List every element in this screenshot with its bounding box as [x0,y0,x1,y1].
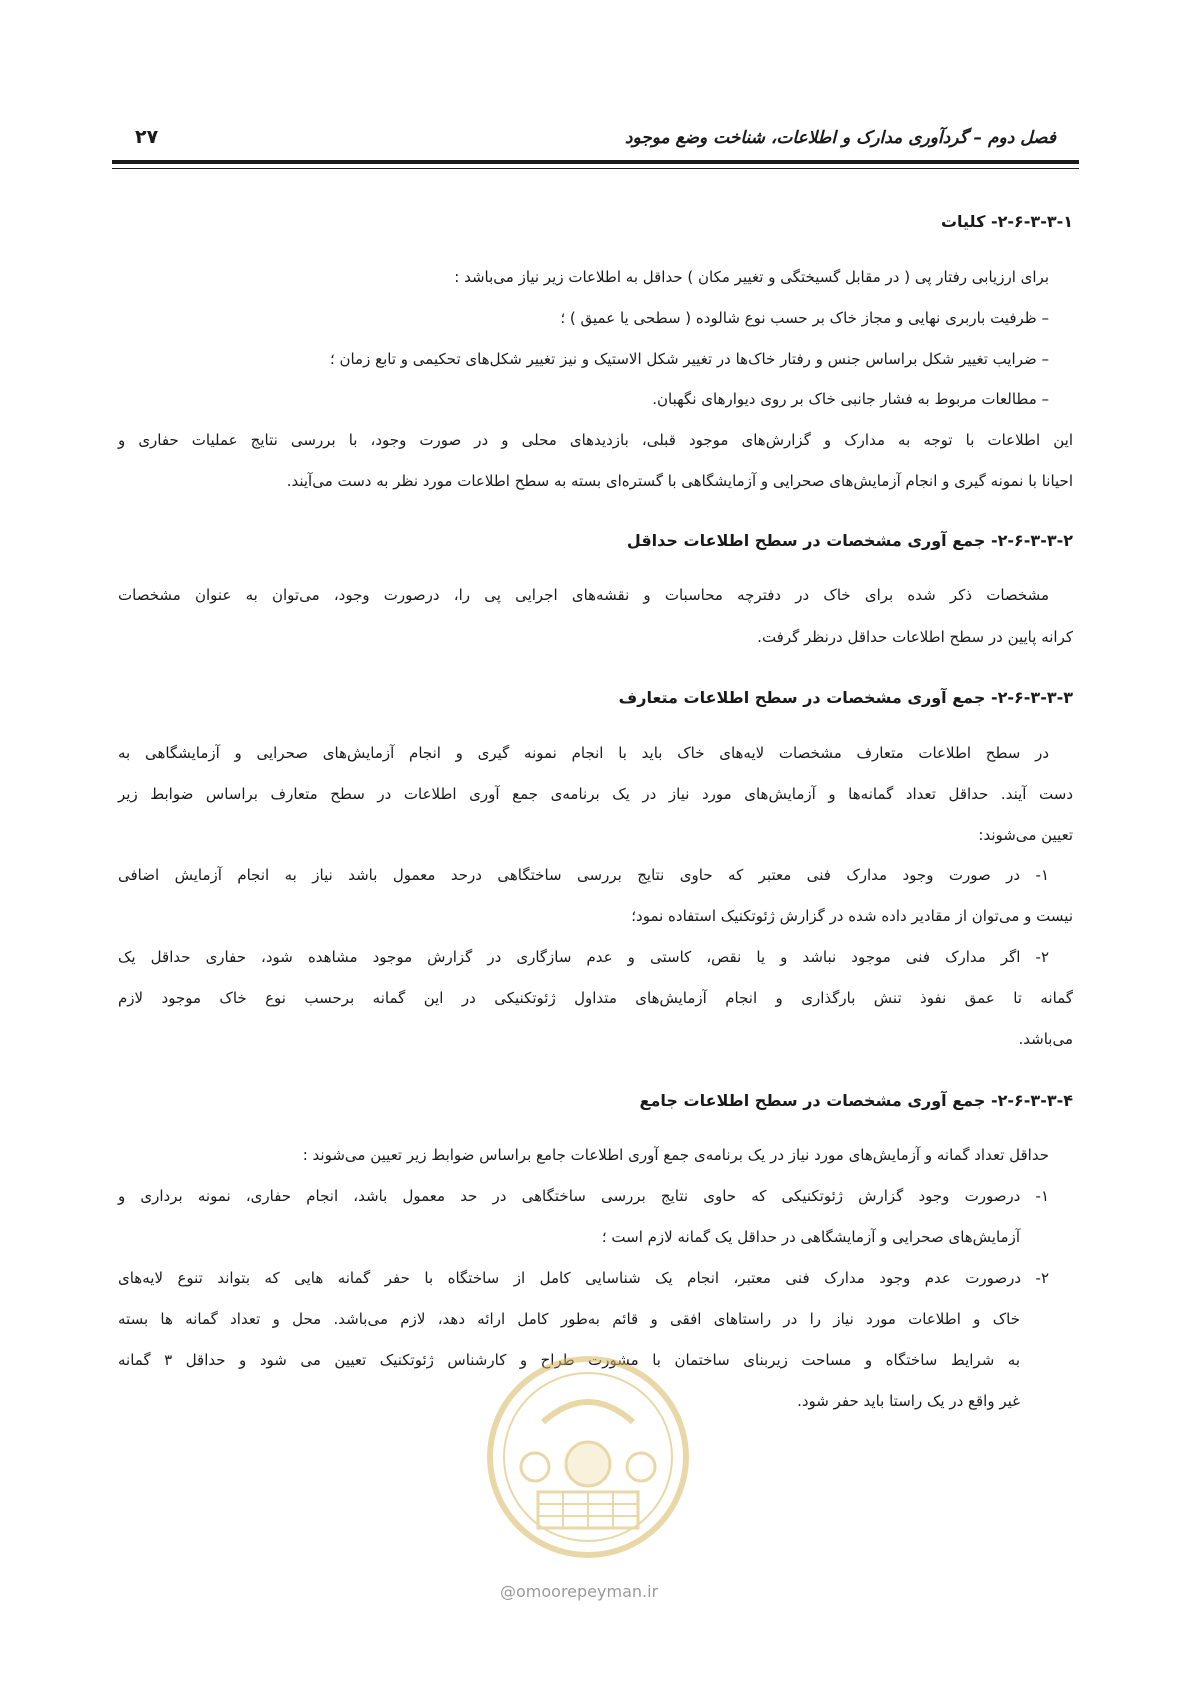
paragraph-line: احیانا با نمونه گیری و انجام آزمایش‌های صحرایی و آزمایشگاهی با گستره‌ای بسته به سطح اطلاعات مورد نظر به دست می‌آیند. [286,472,1073,490]
list-item: ۱- در صورت وجود مدارک فنی معتبر که حاوی نتایج بررسی ساختگاهی درحد معمول باشد نیاز به انجام آزمایش اضافی [118,866,1049,884]
paragraph-line: کرانه پایین در سطح اطلاعات حداقل درنظر گرفت. [757,628,1073,646]
bullet-item: – ظرفیت باربری نهایی و مجاز خاک بر حسب نوع شالوده ( سطحی یا عمیق ) ؛ [560,309,1049,327]
section-heading-minimum: ۲-۶-۳-۳-۲- جمع آوری مشخصات در سطح اطلاعات حداقل [626,531,1073,550]
bullet-item: – ضرایب تغییر شکل براساس جنس و رفتار خاک‌ها در تغییر شکل الاستیک و نیز تغییر شکل‌های تحکیمی و تابع زمان ؛ [329,350,1049,368]
list-item: نیست و می‌توان از مقادیر داده شده در گزارش ژئوتکنیک استفاده نمود؛ [631,907,1073,925]
chapter-title: فصل دوم – گردآوری مدارک و اطلاعات، شناخت وضع موجود [624,128,1056,148]
section-heading-standard: ۲-۶-۳-۳-۳- جمع آوری مشخصات در سطح اطلاعات متعارف [618,688,1073,707]
list-item: خاک و اطلاعات مورد نیاز را در راستاهای افقی و قائم به‌طور کامل ارائه دهد، لازم می‌باشد. محل و تعداد گمانه ها بسته [118,1310,1020,1328]
header-rule-thin [112,168,1079,169]
list-item: ۲- درصورت عدم وجود مدارک فنی معتبر، انجام یک شناسایی کامل از ساختگاه با حفر گمانه هایی که بتواند تنوع لایه‌های [118,1269,1049,1287]
list-item: ۱- درصورت وجود گزارش ژئوتکنیکی که حاوی نتایج بررسی ساختگاهی در حد معمول باشد، انجام حفاری، نمونه برداری و [118,1187,1049,1205]
list-item: می‌باشد. [1018,1030,1073,1048]
watermark-site: @omoorepeyman.ir [500,1582,659,1601]
paragraph-line: در سطح اطلاعات متعارف مشخصات لایه‌های خاک باید با انجام نمونه گیری و انجام آزمایش‌های صحرایی و آزمایشگاهی به [118,744,1049,762]
paragraph-line: تعیین می‌شوند: [978,826,1073,844]
list-item: ۲- اگر مدارک فنی موجود نباشد و یا نقص، کاستی و عدم سازگاری در گزارش موجود مشاهده شود، حفاری حداقل یک [118,948,1049,966]
section-heading-general: ۲-۶-۳-۳-۱- کلیات [940,212,1073,231]
paragraph-line: مشخصات ذکر شده برای خاک در دفترچه محاسبات و نقشه‌های اجرایی پی را، درصورت وجود، می‌توان به عنوان مشخصات [118,586,1049,604]
paragraph-line: این اطلاعات با توجه به مدارک و گزارش‌های موجود قبلی، بازدیدهای محلی و در صورت وجود، با بررسی نتایج عملیات حفاری و [118,431,1073,449]
list-item: به شرایط ساختگاه و مساحت زیربنای ساختمان با مشورت طراح و کارشناس ژئوتکنیک تعیین می شود و حداقل ۳ گمانه [118,1351,1021,1369]
watermark-logo [483,1352,693,1562]
header-rule-thick [112,160,1079,164]
list-item: غیر واقع در یک راستا باید حفر شود. [797,1392,1020,1410]
section-heading-comprehensive: ۲-۶-۳-۳-۴- جمع آوری مشخصات در سطح اطلاعات جامع [639,1091,1073,1110]
bullet-item: – مطالعات مربوط به فشار جانبی خاک بر روی دیوارهای نگهبان. [652,390,1049,408]
page-number: ۲۷ [135,126,159,148]
paragraph-line: دست آیند. حداقل تعداد گمانه‌ها و آزمایش‌های مورد نیاز در یک برنامه‌ی جمع آوری اطلاعات در سطح متعارف براساس ضوابط زیر [118,785,1073,803]
list-item: گمانه تا عمق نفوذ تنش بارگذاری و انجام آزمایش‌های متداول ژئوتکنیکی در این گمانه برحسب نوع خاک موجود لازم [118,989,1073,1007]
list-item: آزمایش‌های صحرایی و آزمایشگاهی در حداقل یک گمانه لازم است ؛ [601,1228,1020,1246]
paragraph-line: برای ارزیابی رفتار پی ( در مقابل گسیختگی و تغییر مکان ) حداقل به اطلاعات زیر نیاز می‌باشد : [454,268,1049,286]
paragraph-line: حداقل تعداد گمانه و آزمایش‌های مورد نیاز در یک برنامه‌ی جمع آوری اطلاعات جامع براساس ضوابط زیر تعیین می‌شوند : [302,1146,1049,1164]
